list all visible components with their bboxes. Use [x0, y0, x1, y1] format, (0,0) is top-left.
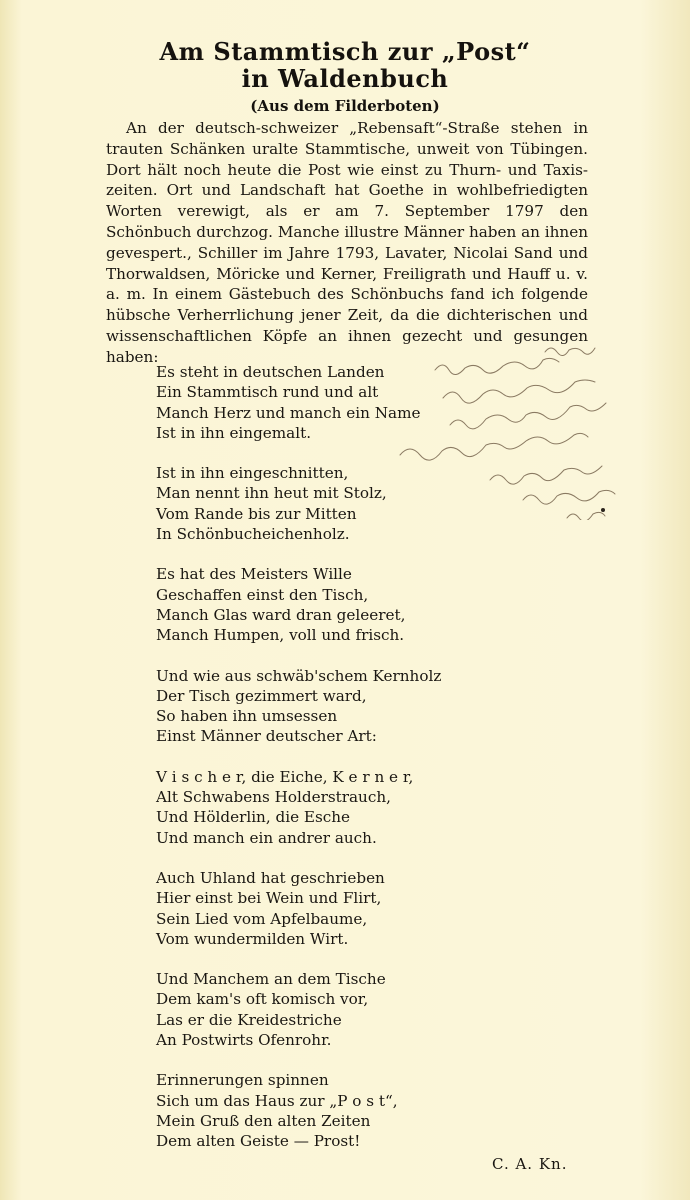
- poem-stanza: [156, 1070, 476, 1151]
- intro-paragraph: [106, 118, 588, 368]
- subtitle: (Aus dem Filderboten): [250, 97, 440, 115]
- poem-line: Und wie aus schwäb'schem Kernholz: [156, 666, 442, 685]
- poem-line: Es hat des Meisters Wille: [156, 565, 352, 584]
- poem-stanza: [156, 767, 476, 848]
- poem-line: Mein Gruß den alten Zeiten: [156, 1111, 371, 1130]
- poem-stanza: [156, 969, 476, 1050]
- poem-line: Der Tisch gezimmert ward,: [156, 686, 367, 705]
- poem-line: Sich um das Haus zur „P o s t“,: [156, 1091, 398, 1110]
- poem-line: Geschaffen einst den Tisch,: [156, 585, 369, 604]
- poem-line: Ist in ihn eingeschnitten,: [156, 464, 349, 483]
- poem-stanza: [156, 666, 476, 747]
- poem-line: Erinnerungen spinnen: [156, 1071, 329, 1090]
- handwritten-annotation: [395, 340, 665, 520]
- poem-line: Las er die Kreidestriche: [156, 1010, 342, 1029]
- poem-line: Manch Glas ward dran geleeret,: [156, 605, 406, 624]
- poem-line: Und Hölderlin, die Esche: [156, 808, 351, 827]
- poem-line: In Schönbucheichenholz.: [156, 525, 350, 544]
- poem-stanza: [156, 564, 476, 645]
- poem-line: Alt Schwabens Holderstrauch,: [156, 788, 391, 807]
- poem-line: Einst Männer deutscher Art:: [156, 727, 377, 746]
- poem-line: Vom wundermilden Wirt.: [156, 929, 349, 948]
- handwriting-scribble-icon: [395, 340, 665, 520]
- poem-line: Dem kam's oft komisch vor,: [156, 990, 369, 1009]
- poem-line: Und Manchem an dem Tische: [156, 970, 386, 989]
- poem-line: Und manch ein andrer auch.: [156, 828, 377, 847]
- poem-line: Sein Lied vom Apfelbaume,: [156, 909, 368, 928]
- poem-line: Manch Herz und manch ein Name: [156, 403, 421, 422]
- poem-line: Man nennt ihn heut mit Stolz,: [156, 484, 387, 503]
- author-signature: C. A. Kn.: [492, 1155, 568, 1173]
- poem-line: Vom Rande bis zur Mitten: [156, 504, 357, 523]
- poem-line: V i s c h e r, die Eiche, K e r n e r,: [156, 767, 414, 786]
- poem-line: Auch Uhland hat geschrieben: [156, 868, 385, 887]
- poem-line: Ein Stammtisch rund und alt: [156, 383, 379, 402]
- poem-stanza: [156, 868, 476, 949]
- poem-line: An Postwirts Ofenrohr.: [156, 1031, 332, 1050]
- poem-line: Es steht in deutschen Landen: [156, 363, 385, 381]
- poem-line: Dem alten Geiste — Prost!: [156, 1132, 361, 1151]
- poem-line: Ist in ihn eingemalt.: [156, 423, 312, 442]
- title-line-1: Am Stammtisch zur „Post“: [159, 37, 531, 66]
- poem-line: Hier einst bei Wein und Flirt,: [156, 889, 382, 908]
- intro-text: An der deutsch-schweizer „Rebensaft“-Straße stehen in trauten Schänken uralte Stammtische, unweit von Tübingen. Dort hält noch heute die Post wie einst zu Thurn- und Taxis-zeiten. Ort und Landschaft hat Goethe in wohlbefriedigten Worten verewigt, als er am 7. September 1797 den Schönbuch durchzog. Manche illustre Männer haben an ihnen gevespert., Schiller im Jahre 1793, Lavater, Nicolai Sand und Thorwaldsen, Möricke und Kerner, Freiligrath und Hauff u. v. a. m. In einem Gästebuch des Schönbuchs fand ich folgende hübsche Verherrlichung jener Zeit, da die dichterischen und wissenschaftlichen Köpfe an ihnen gezecht und gesungen haben:: [106, 119, 588, 366]
- title-line-2: in Waldenbuch: [241, 64, 449, 93]
- poem-line: So haben ihn umsessen: [156, 707, 338, 726]
- poem-line: Manch Humpen, voll und frisch.: [156, 626, 405, 645]
